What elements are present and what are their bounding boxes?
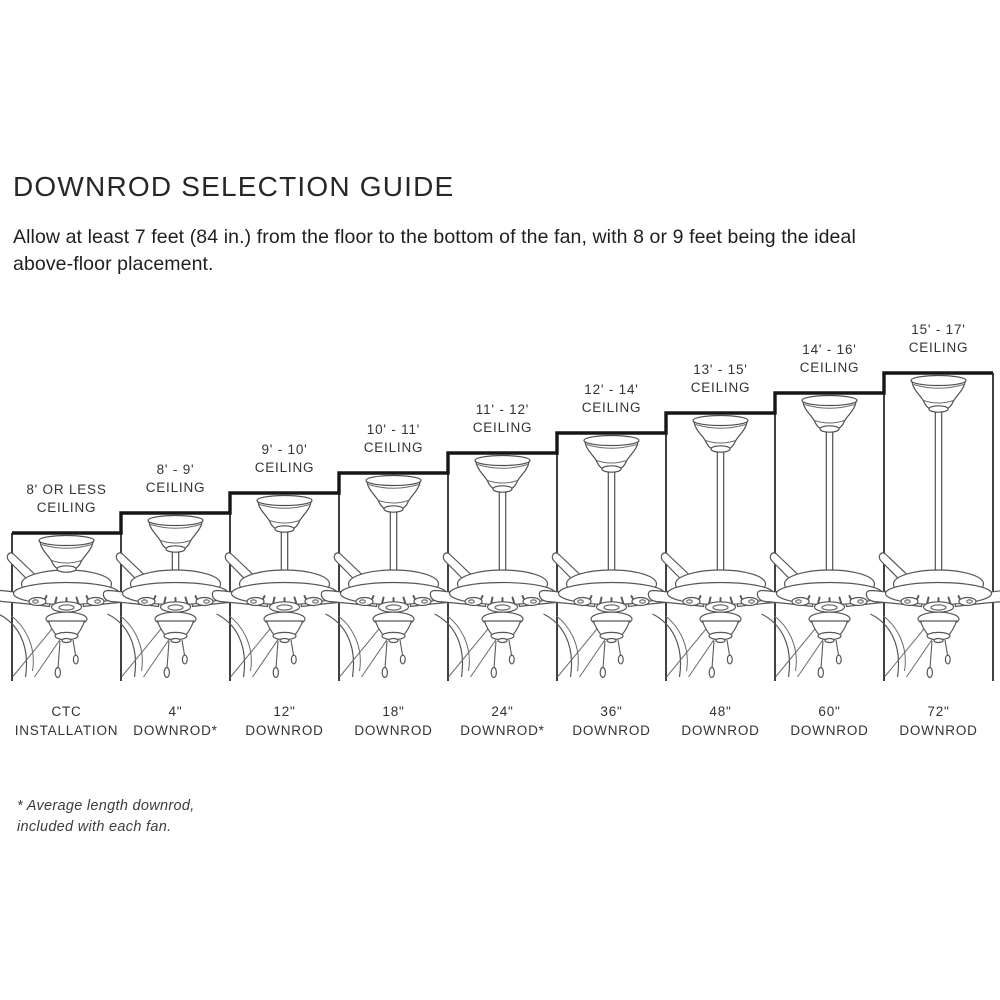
ceiling-fan-illustration [648,553,792,678]
ceiling-word: CEILING [254,460,315,475]
downrod-label-7 [666,703,775,740]
ceiling-fan-illustration [866,553,1000,678]
downrod-word: DOWNROD [681,722,760,738]
downrod-label-9 [884,703,993,740]
downrod-label-4 [339,703,448,740]
ceiling-range: 11' - 12' [475,402,530,417]
downrod-60in [826,429,832,573]
footnote [17,796,195,838]
ceiling-range: 13' - 15' [693,362,748,377]
ceiling-word: CEILING [472,420,533,435]
ceiling-word: CEILING [581,400,642,415]
ceiling-range: 14' - 16' [802,342,857,357]
downrod-label-5 [448,703,557,740]
downrod-label-6 [557,703,666,740]
downrod-word: DOWNROD [899,722,978,738]
ceiling-word: CEILING [145,480,206,495]
ceiling-fan-illustration [430,553,574,678]
downrod-word: DOWNROD [245,722,324,738]
ceiling-range: 8' - 9' [156,462,195,477]
ceiling-fan-illustration [539,553,683,678]
downrod-word: DOWNROD [572,722,651,738]
footnote-line1: * Average length downrod, [17,798,195,814]
ceiling-word: CEILING [690,380,751,395]
ceiling-label-1 [12,473,121,517]
ceiling-label-3 [230,433,339,477]
intro-text-line2: above-floor placement. [13,253,214,275]
intro-text-line1: Allow at least 7 feet (84 in.) from the floor to the bottom of the fan, with 8 or 9 feet being the ideal [13,226,856,248]
ceiling-fans [0,553,1000,678]
ceiling-range: 15' - 17' [911,322,966,337]
canopy-illustration [366,476,421,513]
downrod-word: DOWNROD* [460,722,545,738]
downrod-18in [390,509,396,573]
canopy-illustration [257,496,312,533]
downrod-size: 60" [818,704,841,719]
canopy-illustration [693,416,748,453]
ceiling-label-4 [339,413,448,457]
downrod-size: 36" [600,704,623,719]
page-title: DOWNROD SELECTION GUIDE [13,171,455,202]
footnote-line2: included with each fan. [17,819,172,835]
downrod-size: 72" [927,704,950,719]
ceiling-range: 12' - 14' [584,382,639,397]
downrod-size: 48" [709,704,732,719]
ceiling-range: 10' - 11' [366,422,421,437]
downrod-word: DOWNROD [354,722,433,738]
downrod-label-2 [121,703,230,740]
downrod-word: INSTALLATION [14,722,119,738]
ceiling-word: CEILING [799,360,860,375]
downrod-12in [281,529,287,573]
downrod-word: DOWNROD [790,722,869,738]
ceiling-fan-illustration [757,553,901,678]
ceiling-label-2 [121,453,230,497]
ceiling-label-8 [775,333,884,377]
canopy-illustration [39,536,94,573]
ceiling-range: 8' OR LESS [26,482,107,497]
downrod-label-3 [230,703,339,740]
downrod-word: DOWNROD* [133,722,218,738]
downrod-72in [935,409,941,573]
downrod-size: 12" [273,704,296,719]
downrod-size: 4" [168,704,183,719]
downrod-size: 24" [491,704,514,719]
downrod-36in [608,469,614,573]
ceiling-fan-illustration [212,553,356,678]
ceiling-fan-illustration [321,553,465,678]
ceiling-range: 9' - 10' [261,442,308,457]
canopy-illustration [475,456,530,493]
ceiling-word: CEILING [36,500,97,515]
downrod-label-1 [12,703,121,740]
ceiling-label-7 [666,353,775,397]
ceiling-label-6 [557,373,666,417]
canopy-illustration [802,396,857,433]
ceiling-label-9 [884,313,993,357]
ceiling-word: CEILING [908,340,969,355]
canopy-illustration [911,376,966,413]
downrod-size: CTC [51,704,82,719]
downrod-48in [717,449,723,573]
ceiling-label-5 [448,393,557,437]
canopy-illustration [148,516,203,553]
canopy-illustration [584,436,639,473]
downrod-size: 18" [382,704,405,719]
ceiling-word: CEILING [363,440,424,455]
downrod-24in [499,489,505,573]
downrod-label-8 [775,703,884,740]
ceiling-fan-illustration [103,553,247,678]
